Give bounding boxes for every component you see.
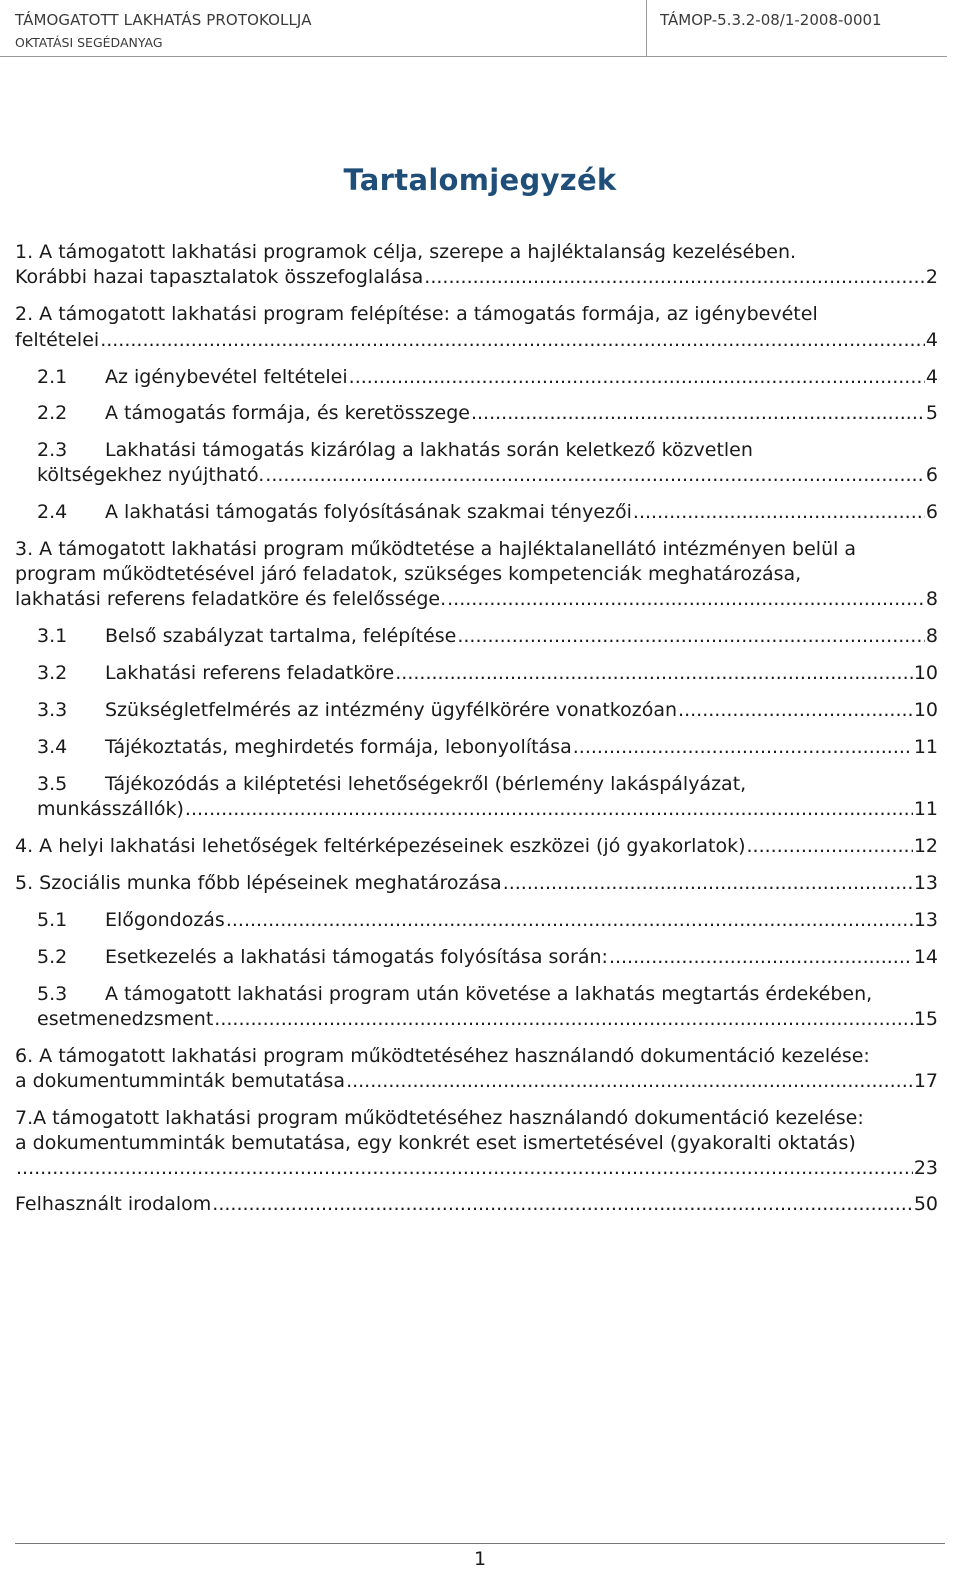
dot-leader — [100, 327, 925, 353]
toc-page-number: 4 — [925, 329, 938, 351]
toc-page-number: 13 — [913, 872, 938, 894]
toc-entry-4[interactable] — [15, 833, 938, 859]
toc-entry-2-2[interactable] — [37, 400, 938, 426]
dot-leader — [503, 870, 913, 896]
toc-page-number: 12 — [913, 835, 938, 857]
toc-entry-text: Tájékozódás a kiléptetési lehetőségekről (bérlemény lakáspályázat, — [105, 773, 747, 795]
toc-entry-text: Az igénybevétel feltételei — [105, 366, 348, 388]
toc-entry-bibliography[interactable] — [15, 1191, 938, 1217]
toc-page-number: 10 — [913, 699, 938, 721]
toc-entry-text: program működtetésével járó feladatok, szükséges kompetenciák meghatározása, — [15, 563, 802, 585]
toc-page-number: 15 — [913, 1008, 938, 1030]
dot-leader — [609, 944, 913, 970]
toc-entry-3-5-line1[interactable] — [37, 771, 746, 797]
toc-entry-6[interactable] — [15, 1068, 938, 1094]
toc-page-number: 8 — [925, 625, 938, 647]
dot-leader — [633, 499, 925, 525]
toc-entry-text: lakhatási referens feladatköre és felelőssége. — [15, 588, 447, 610]
toc-entry-text: esetmenedzsment — [37, 1008, 214, 1030]
toc-entry-number: 2.4 — [37, 501, 68, 523]
toc-page-number: 4 — [925, 366, 938, 388]
dot-leader — [185, 796, 913, 822]
toc-entry-text: 5. Szociális munka főbb lépéseinek meghatározása — [15, 872, 502, 894]
dot-leader — [678, 697, 913, 723]
toc-page-number: 6 — [925, 501, 938, 523]
toc-page-number: 8 — [925, 588, 938, 610]
dot-leader — [471, 400, 925, 426]
toc-entry-text: 4. A helyi lakhatási lehetőségek feltérképezéseinek eszközei (jó gyakorlatok) — [15, 835, 746, 857]
toc-entry-text: 6. A támogatott lakhatási program működtetéséhez használandó dokumentáció kezelése: — [15, 1045, 870, 1067]
toc-entry-5-3-line1[interactable] — [37, 981, 872, 1007]
toc-entry-3-4[interactable] — [37, 734, 938, 760]
toc-entry-3[interactable] — [15, 586, 938, 612]
toc-entry-text: 7.A támogatott lakhatási program működtetéséhez használandó dokumentáció kezelése: — [15, 1107, 864, 1129]
toc-entry-text: Lakhatási támogatás kizárólag a lakhatás során keletkező közvetlen — [105, 439, 753, 461]
toc-entry-3-5[interactable] — [37, 796, 938, 822]
toc-entry-3-1[interactable] — [37, 623, 938, 649]
toc-entry-text: a dokumentumminták bemutatása, egy konkrét eset ismertetésével (gyakoralti oktatás) — [15, 1132, 856, 1154]
toc-entry-5-3[interactable] — [37, 1006, 938, 1032]
toc-page-number: 17 — [913, 1070, 938, 1092]
header-left-cell — [0, 0, 647, 57]
toc-entry-text: költségekhez nyújtható. — [37, 464, 265, 486]
toc-page-number: 5 — [925, 402, 938, 424]
toc-entry-text: Lakhatási referens feladatköre — [105, 662, 395, 684]
toc-entry-2-1[interactable] — [37, 364, 938, 390]
toc-page-number: 2 — [925, 266, 938, 288]
toc-entry-number: 3.3 — [37, 699, 68, 721]
dot-leader — [573, 734, 913, 760]
toc-entry-2-4[interactable] — [37, 499, 938, 525]
toc-page-number: 11 — [913, 736, 938, 758]
toc-entry-number: 5.3 — [37, 983, 68, 1005]
toc-entry-text: Tájékoztatás, meghirdetés formája, lebonyolítása — [105, 736, 572, 758]
toc-entry-text: Esetkezelés a lakhatási támogatás folyósítása során: — [105, 946, 608, 968]
toc-entry-2-3-line1[interactable] — [37, 437, 753, 463]
toc-entry-number: 2.3 — [37, 439, 68, 461]
toc-page-number: 10 — [913, 662, 938, 684]
toc-entry-5[interactable] — [15, 870, 938, 896]
dot-leader — [447, 586, 925, 612]
header-right-cell — [647, 0, 947, 57]
toc-entry-2[interactable] — [15, 327, 938, 353]
project-code: TÁMOP-5.3.2-08/1-2008-0001 — [660, 11, 882, 29]
toc-entry-text: A támogatás formája, és keretösszege — [105, 402, 470, 424]
toc-entry-1[interactable] — [15, 264, 938, 290]
toc-entry-number: 3.2 — [37, 662, 68, 684]
toc-entry-2-3[interactable] — [37, 462, 938, 488]
dot-leader — [457, 623, 925, 649]
page-number: 1 — [473, 1548, 487, 1570]
toc-entry-7-line1[interactable] — [15, 1105, 864, 1131]
toc-entry-number: 5.1 — [37, 909, 68, 931]
toc-entry-number: 3.4 — [37, 736, 68, 758]
toc-entry-text: A lakhatási támogatás folyósításának szakmai tényezői — [105, 501, 632, 523]
dot-leader — [395, 660, 913, 686]
dot-leader — [346, 1068, 913, 1094]
toc-entry-text: Előgondozás — [105, 909, 225, 931]
toc-entry-3-line1[interactable] — [15, 536, 856, 562]
toc-entry-text: Korábbi hazai tapasztalatok összefoglalása — [15, 266, 424, 288]
toc-entry-text: Felhasznált irodalom — [15, 1193, 212, 1215]
toc-page-number: 14 — [913, 946, 938, 968]
dot-leader — [212, 1191, 913, 1217]
toc-page-number: 23 — [913, 1157, 938, 1179]
toc-entry-number: 3.5 — [37, 773, 68, 795]
toc-entry-7[interactable] — [15, 1155, 938, 1181]
toc-entry-7-line2[interactable] — [15, 1130, 856, 1156]
toc-entry-3-2[interactable] — [37, 660, 938, 686]
dot-leader — [16, 1155, 913, 1181]
toc-entry-2-line1[interactable] — [15, 301, 818, 327]
toc-entry-text: 1. A támogatott lakhatási programok célja, szerepe a hajléktalanság kezelésében. — [15, 241, 797, 263]
dot-leader — [424, 264, 925, 290]
header-subtitle: OKTATÁSI SEGÉDANYAG — [15, 35, 163, 50]
toc-entry-text: munkásszállók) — [37, 798, 184, 820]
toc-entry-5-1[interactable] — [37, 907, 938, 933]
toc-page-number: 50 — [913, 1193, 938, 1215]
toc-title: Tartalomjegyzék — [343, 163, 617, 197]
toc-entry-text: 2. A támogatott lakhatási program felépítése: a támogatás formája, az igénybevétel — [15, 303, 818, 325]
dot-leader — [349, 364, 925, 390]
toc-entry-text: a dokumentumminták bemutatása — [15, 1070, 346, 1092]
page-header — [0, 0, 960, 58]
dot-leader — [214, 1006, 913, 1032]
dot-leader — [747, 833, 913, 859]
toc-entry-text: 3. A támogatott lakhatási program működtetése a hajléktalanellátó intézményen belül a — [15, 538, 857, 560]
toc-entry-text: Belső szabályzat tartalma, felépítése — [105, 625, 457, 647]
toc-entry-number: 5.2 — [37, 946, 68, 968]
toc-entry-3-3[interactable] — [37, 697, 938, 723]
toc-entry-6-line1[interactable] — [15, 1043, 870, 1069]
toc-page-number: 13 — [913, 909, 938, 931]
toc-entry-text: Szükségletfelmérés az intézmény ügyfélkörére vonatkozóan — [105, 699, 678, 721]
dot-leader — [265, 462, 925, 488]
toc-entry-number: 2.1 — [37, 366, 68, 388]
toc-entry-text: A támogatott lakhatási program után követése a lakhatás megtartás érdekében, — [105, 983, 873, 1005]
toc-entry-text: feltételei — [15, 329, 100, 351]
toc-page-number: 11 — [913, 798, 938, 820]
dot-leader — [226, 907, 913, 933]
toc-entry-3-line2[interactable] — [15, 561, 801, 587]
toc-page-number: 6 — [925, 464, 938, 486]
toc-entry-5-2[interactable] — [37, 944, 938, 970]
header-title: TÁMOGATOTT LAKHATÁS PROTOKOLLJA — [15, 11, 312, 29]
toc-entry-1-line1[interactable] — [15, 239, 796, 265]
footer-rule — [15, 1543, 945, 1544]
toc-entry-number: 3.1 — [37, 625, 68, 647]
toc-entry-number: 2.2 — [37, 402, 68, 424]
